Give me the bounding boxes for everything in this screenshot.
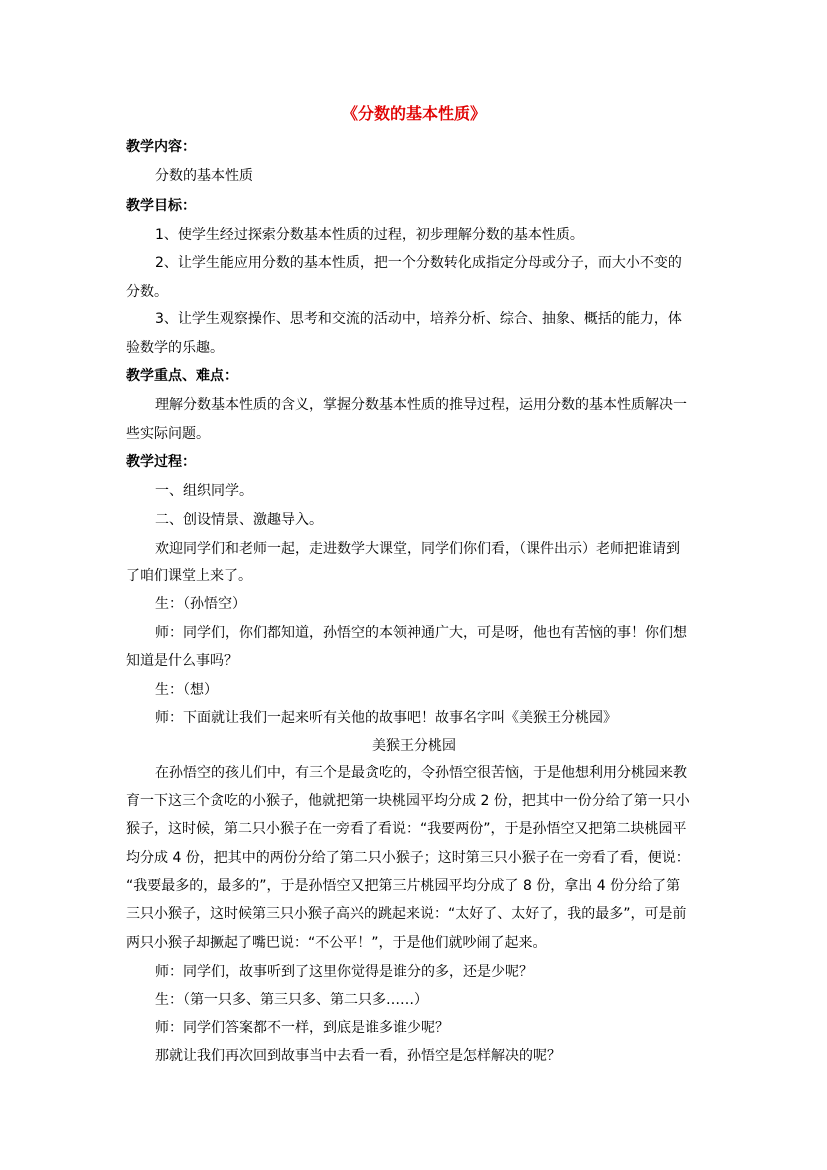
section-heading: 教学过程： [126, 454, 196, 470]
paragraph-line: 那就让我们再次回到故事当中去看一看，孙悟空是怎样解决的呢？ [155, 1048, 561, 1064]
paragraph-line: 均分成 4 份，把其中的两份分给了第二只小猴子；这时第三只小猴子在一旁看了看，便说： [126, 850, 690, 866]
paragraph-line: “我要最多的，最多的”，于是孙悟空又把第三片桃园平均分成了 8 份，拿出 4 份分给了第 [126, 878, 681, 894]
paragraph-line: 师：同学们，你们都知道，孙悟空的本领神通广大，可是呀，他也有苦恼的事！你们想 [155, 625, 687, 641]
paragraph-line: 验数学的乐趣。 [126, 340, 224, 356]
section-heading: 教学重点、难点： [126, 368, 238, 384]
section-heading: 教学内容： [126, 139, 196, 155]
paragraph-line: 分数。 [126, 284, 168, 300]
paragraph-line: 师：下面就让我们一起来听有关他的故事吧！故事名字叫《美猴王分桃园》 [155, 710, 617, 726]
paragraph-line: 生：（孙悟空） [155, 596, 246, 612]
paragraph-line: 师：同学们答案都不一样，到底是谁多谁少呢？ [155, 1020, 449, 1036]
paragraph-line: 理解分数基本性质的含义，掌握分数基本性质的推导过程，运用分数的基本性质解决一 [155, 397, 687, 413]
paragraph-line: 3、让学生观察操作、思考和交流的活动中，培养分析、综合、抽象、概括的能力，体 [155, 311, 682, 327]
paragraph-line: 在孙悟空的孩儿们中，有三个是最贪吃的，令孙悟空很苦恼，于是他想利用分桃园来教 [155, 765, 687, 781]
paragraph-line: 猴子，这时候，第二只小猴子在一旁看了看说：“我要两份”，于是孙悟空又把第二块桃园平 [126, 821, 687, 837]
paragraph-line: 生：（想） [155, 682, 218, 698]
paragraph-line: 育一下这三个贪吃的小猴子，他就把第一块桃园平均分成 2 份，把其中一份分给了第一只小 [126, 793, 690, 809]
paragraph-line: 美猴王分桃园 [372, 738, 456, 754]
paragraph-line: 了咱们课堂上来了。 [126, 568, 252, 584]
paragraph-line: 欢迎同学们和老师一起，走进数学大课堂，同学们你们看，（课件出示）老师把谁请到 [155, 541, 680, 557]
paragraph-line: 分数的基本性质 [155, 168, 253, 184]
section-heading: 教学目标： [126, 198, 196, 214]
paragraph-line: 两只小猴子却撅起了嘴巴说：“不公平！”，于是他们就吵闹了起来。 [126, 935, 547, 951]
paragraph-line: 师：同学们，故事听到了这里你觉得是谁分的多，还是少呢？ [155, 964, 533, 980]
paragraph-line: 1、使学生经过探索分数基本性质的过程，初步理解分数的基本性质。 [155, 227, 584, 243]
paragraph-line: 二、创设情景、激趣导入。 [155, 512, 323, 528]
document-title: 《分数的基本性质》 [341, 104, 486, 123]
paragraph-line: 生：（第一只多、第三只多、第二只多……） [155, 992, 428, 1008]
paragraph-line: 一、组织同学。 [155, 483, 253, 499]
paragraph-line: 些实际问题。 [126, 426, 210, 442]
paragraph-line: 三只小猴子，这时候第三只小猴子高兴的跳起来说：“太好了、太好了，我的最多”，可是前 [126, 906, 687, 922]
paragraph-line: 知道是什么事吗？ [126, 653, 238, 669]
paragraph-line: 2、让学生能应用分数的基本性质，把一个分数转化成指定分母或分子，而大小不变的 [155, 255, 682, 271]
